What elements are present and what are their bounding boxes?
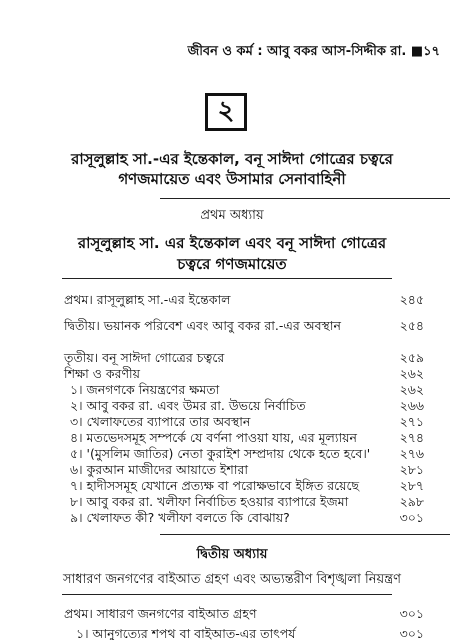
- toc-row: [0, 318, 464, 336]
- chapter-title-line2: গণজমায়েত এবং উসামার সেনাবাহিনী: [118, 170, 346, 188]
- toc-label: ২। আবু বকর রা. এবং উমর রা. উভয়ে নির্বাচিত: [70, 398, 306, 413]
- toc-row: [0, 510, 464, 528]
- divider: [62, 278, 392, 279]
- divider: [160, 534, 450, 535]
- toc-label: ৭। হাদীসসমূহ যেখানে প্রত্যক্ষ বা পরোক্ষভাবে ইঙ্গিত রয়েছে: [70, 478, 360, 493]
- toc-label: ৩। খেলাফতের ব্যাপারে তার অবস্থান: [70, 414, 251, 429]
- toc-page: ৩০১: [399, 626, 424, 640]
- toc-label: ১। আনুগত্যের শপথ বা বাইআত-এর তাৎপর্য: [76, 626, 296, 640]
- toc-label: দ্বিতীয়। ভয়ানক পরিবেশ এবং আবু বকর রা.-এর অবস্থান: [64, 318, 341, 333]
- toc-page: ২৯৮: [399, 494, 424, 509]
- divider: [62, 594, 392, 595]
- toc-label: ১। জনগণকে নিয়ন্ত্রণের ক্ষমতা: [70, 382, 220, 397]
- toc-page: ২৬৬: [399, 398, 424, 413]
- toc-page: ২৮১: [399, 462, 424, 477]
- toc-row: [0, 292, 464, 310]
- toc-row: [0, 626, 464, 640]
- toc-label: ৫। '(মুসলিম জাতির) নেতা কুরাইশ সম্প্রদায় থেকে হতে হবে।': [70, 446, 371, 461]
- chapter-number-box: ২: [205, 93, 247, 131]
- toc-page: ২৬২: [399, 382, 424, 397]
- toc-page: ২৭৪: [399, 430, 424, 445]
- toc-page: ৩০১: [399, 510, 424, 525]
- toc-label: প্রথম। রাসূলুল্লাহ সা.-এর ইন্তেকাল: [64, 292, 231, 307]
- chapter-title-line1: রাসূলুল্লাহ সা.-এর ইন্তেকাল, বনূ সাঈদা গোত্রের চত্বরে: [71, 150, 393, 168]
- toc-page: ২৭৬: [399, 446, 424, 461]
- toc-page: ২৭১: [399, 414, 424, 429]
- section1-title-line1: রাসূলুল্লাহ সা. এর ইন্তেকাল এবং বনূ সাঈদা গোত্রের: [77, 234, 387, 252]
- section1-label: প্রথম অধ্যায়: [200, 208, 264, 223]
- toc-page: ২৮৭: [399, 478, 424, 493]
- toc-label: ৪। মতভেদসমূহ সম্পর্কে যে বর্ণনা পাওয়া যায়, এর মূল্যায়ন: [70, 430, 357, 445]
- toc-page: ২৫৯: [399, 350, 424, 365]
- toc-page: ২৫৪: [399, 318, 424, 333]
- toc-label: প্রথম। সাধারণ জনগণের বাইআত গ্রহণ: [64, 606, 257, 621]
- toc-row: [0, 606, 464, 624]
- section1-title-line2: চত্বরে গণজমায়েত: [177, 255, 287, 273]
- toc-label: তৃতীয়। বনূ সাঈদা গোত্রের চত্বরে: [64, 350, 225, 365]
- toc-label: ৯। খেলাফত কী? খলীফা বলতে কি বোঝায়?: [70, 510, 290, 525]
- toc-page: ২৬২: [399, 366, 424, 381]
- section2-title: সাধারণ জনগণের বাইআত গ্রহণ এবং অভ্যন্তরীণ বিশৃঙ্খলা নিয়ন্ত্রণ: [62, 572, 402, 587]
- running-head: জীবন ও কর্ম : আবু বকর আস-সিদ্দীক রা. ■১৭: [187, 44, 440, 59]
- toc-label: ৬। কুরআন মাজীদের আয়াতে ইশারা: [70, 462, 248, 477]
- section2-label: দ্বিতীয় অধ্যায়: [196, 547, 268, 562]
- toc-page: ৩০১: [399, 606, 424, 621]
- toc-label: শিক্ষা ও করণীয়: [64, 366, 140, 381]
- toc-label: ৮। আবু বকর রা. খলীফা নির্বাচিত হওয়ার ব্যাপারে ইজমা: [70, 494, 349, 509]
- divider: [160, 198, 450, 199]
- toc-page: ২৪৫: [399, 292, 424, 307]
